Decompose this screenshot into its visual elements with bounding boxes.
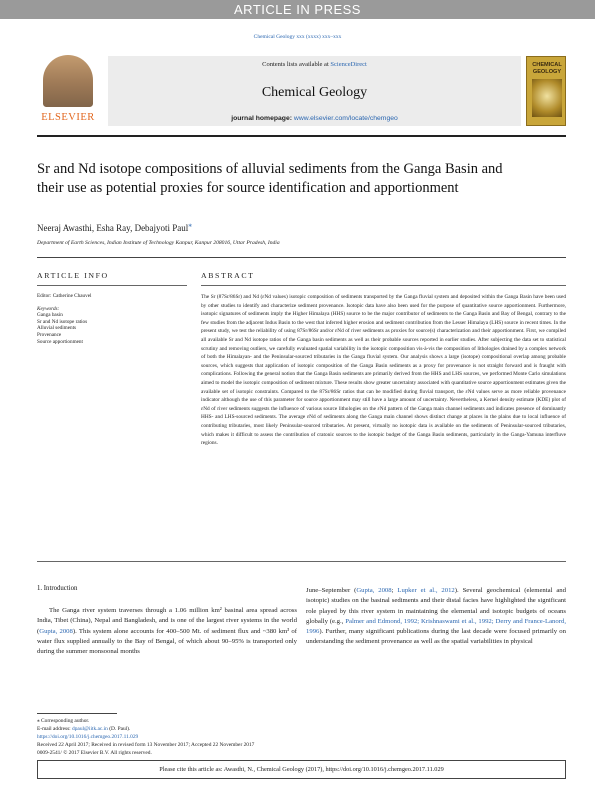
intro-text: ). Further, many significant publications during the last decade were focused primarily on understanding the sediment provenance as well as the spatial variabilities in physical — [306, 628, 566, 646]
intro-text: The Ganga river system traverses through a 1.06 million km² basinal area spread across India, Tibet (China), Nepal and Bangladesh, and is one of the largest river systems in the world ( — [37, 607, 297, 635]
email-link[interactable]: dpaul@iitk.ac.in — [72, 725, 108, 732]
article-in-press-banner: ARTICLE IN PRESS — [0, 0, 595, 19]
homepage-link[interactable]: www.elsevier.com/locate/chemgeo — [293, 115, 398, 122]
header-divider — [37, 135, 566, 137]
intro-text: ). Several geochemical (elemental and isotopic) studies on the basinal sediments and their distal facies have highlighted the significant role played by this river system in maintaining the elemental and isotopic budgets of oceans globally (e.g., — [306, 587, 566, 625]
keywords-heading: Keywords: — [37, 305, 60, 312]
article-info-heading: ARTICLE INFO — [37, 271, 109, 280]
intro-text: ; — [391, 587, 398, 594]
email-label: E-mail address: — [37, 725, 73, 732]
author-list — [37, 221, 192, 233]
keyword-item: Sr and Nd isotope ratios — [37, 318, 88, 325]
doi-link[interactable]: https://doi.org/10.1016/j.chemgeo.2017.11.029 — [37, 733, 139, 740]
author-affiliation: Department of Earth Sciences, Indian Institute of Technology Kanpur, Kanpur 208016, Uttar Pradesh, India — [37, 240, 280, 246]
contents-prefix: Contents lists available at — [262, 61, 331, 68]
editor-line: Editor: Catherine Chauvel — [37, 293, 92, 299]
elsevier-logo[interactable] — [37, 55, 99, 127]
abstract-text: The Sr (87Sr/86Sr) and Nd (εNd values) isotopic composition of sediments transported by the Ganga fluvial system and deposited within the Ganga Basin have been used by other studies to identify and characterize sediment provenance. Isotopic data have also been used for the purpose of quantitative source apportionment. Furthermore, isotopic signatures of sediments imply the Higher Himalaya (HHS) source to be the major contributor of sediments to the Ganga Basin and Bay of Bengal, contrary to the few studies from the adjacent Indus Basin to the west that inferred higher erosion and sediment contribution from the Lesser Himalaya (LHS) source in recent times. In the present study, we test the reliability of using 87Sr/86Sr and/or εNd of river sediments as proxies for source(s) characterization and their apportionment. First, we compiled all available Sr and Nd isotope ratios of the Ganga basin sediments as well as their probable sources reported in earlier studies. After subjecting the data set to statistical scrutiny and removing outliers, we carefully evaluated spatial variability in the isotopic composition vis-à-vis the composition of lithologies drained by a complex network of both the Himalayan- and the Peninsular-sourced tributaries in the Ganga fluvial system. Our analysis shows a large (isotope) compositional overlap among probable sources, which suggests that application of isotopic composition of the Ganga Basin sediments as a proxy for provenance is not straight forward and is fraught with complications. Following the general notion that the Ganga Basin sediments are primarily derived from the HHS and LHS sources, we performed Monte Carlo simulations aimed to model the isotopic composition of sediment mixture. These results show greater uncertainty associated with quantitative source apportionment estimates given the available set of isotopic constraints. Compared to the 87Sr/86Sr ratios that can be modified during fluvial transport, the εNd values serve as more reliable provenance indicator although the use of this parameter for source apportionment may still have a large amount of uncertainty. Nevertheless, a Kernel density estimate (KDE) plot of εNd of river sediments suggests the influence of various source lithologies on the εNd pattern of the Ganga main channel sediments and indicates presence of dominantly HHS- and LHS-sourced sediments. The average εNd of sediments along the Ganga main channel shows distinct change at places in the plains due to local influence of contributing tributaries, most likely Peninsular-sourced tributaries. At present, virtually no isotopic data is available on the sediments of Peninsular-sourced tributaries, which makes it difficult to assess the contribution of cratonic sources to the isotopic budget of the Ganga Basin sediments, particularly in the Ganga-Yamuna interfluve regions. — [201, 294, 566, 447]
footnote-divider — [37, 713, 117, 714]
intro-right-column — [306, 586, 566, 648]
introduction-heading: 1. Introduction — [37, 585, 78, 592]
email-suffix: (D. Paul). — [107, 725, 131, 732]
cover-title: CHEMICAL GEOLOGY — [532, 62, 562, 75]
intro-left-column — [37, 606, 297, 657]
journal-title: Chemical Geology — [261, 85, 368, 100]
abstract-bottom-divider — [37, 561, 566, 562]
keyword-item: Source apportionment — [37, 338, 83, 345]
keyword-item: Provenance — [37, 331, 62, 338]
article-title: Sr and Nd isotope compositions of alluvial sediments from the Ganga Basin and their use as potential proxies for source identification and apportionment — [37, 161, 503, 196]
authors-text: Neeraj Awasthi, Esha Ray, Debajyoti Paul — [37, 223, 189, 233]
keyword-item: Alluvial sediments — [37, 325, 77, 332]
citation-link[interactable]: Gupta, 2008 — [39, 627, 73, 635]
intro-text: June–September ( — [306, 587, 357, 594]
homepage-label: journal homepage: — [231, 115, 294, 122]
intro-paragraph — [306, 586, 566, 648]
corresponding-author-note: ⁎ Corresponding author. — [37, 718, 90, 724]
copyright-line: 0009-2541/ © 2017 Elsevier B.V. All rights reserved. — [37, 749, 152, 756]
email-line — [37, 726, 437, 734]
corresponding-author-mark[interactable]: ⁎ — [188, 221, 192, 229]
journal-cover-image[interactable] — [526, 56, 566, 126]
journal-homepage-line — [108, 115, 521, 122]
citation-link[interactable]: Lupker et al., 2012 — [397, 587, 455, 594]
abstract-divider — [201, 285, 566, 286]
article-info-panel — [37, 293, 187, 345]
intro-paragraph — [37, 606, 297, 657]
cite-this-article-box[interactable]: Please cite this article as: Awasthi, N., Chemical Geology (2017), https://doi.org/10.1016/j.chemgeo.2017.11.029 — [37, 760, 566, 779]
elsevier-tree-icon — [43, 55, 93, 107]
article-info-divider — [37, 285, 187, 286]
abstract-heading: ABSTRACT — [201, 271, 255, 280]
title-divider — [37, 257, 566, 258]
keyword-item: Ganga basin — [37, 312, 63, 319]
intro-text: ). This system alone accounts for 400–500 Mt. of sediment flux and ~380 km³ of water flux supplied annually to the Bay of Bengal, of which about 90–95% is transported only during the summer monsoonal months — [37, 627, 298, 656]
sciencedirect-link[interactable]: ScienceDirect — [330, 61, 367, 68]
citation-link[interactable]: Gupta, 2008 — [356, 587, 392, 594]
received-dates: Received 22 April 2017; Received in revised form 13 November 2017; Accepted 22 November 2017 — [37, 741, 255, 748]
footnotes — [37, 718, 437, 758]
journal-citation-line[interactable]: Chemical Geology xxx (xxxx) xxx–xxx — [253, 34, 342, 40]
contents-available-line — [108, 61, 521, 68]
cover-artwork — [532, 79, 562, 117]
citation-link[interactable]: Palmer and Edmond, 1992; Krishnaswami et al., 1992; Derry and France-Lanord, 1996 — [306, 617, 566, 636]
elsevier-wordmark: ELSEVIER — [41, 112, 95, 123]
